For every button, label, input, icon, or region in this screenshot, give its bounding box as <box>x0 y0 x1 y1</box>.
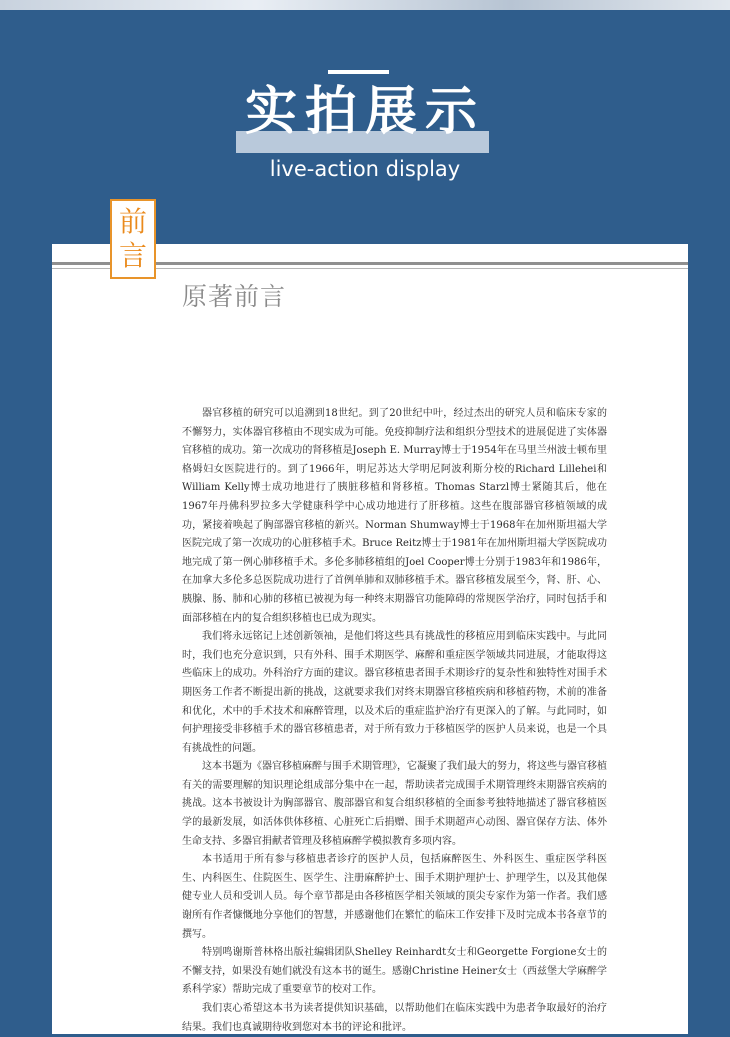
paragraph: 这本书题为《器官移植麻醉与围手术期管理》，它凝聚了我们最大的努力，将这些与器官移植有关的需要理解的知识理论组成部分集中在一起，帮助读者完成围手术期管理终末期器官疾病的挑战。这本书被设计为胸部器官、腹部器官和复合组织移植的全面参考独特地描述了器官移植医学的最新发展，如活体供体移植、心脏死亡后捐赠、围手术期超声心动图、器官保存方法、体外生命支持、多器官捐献者管理及移植麻醉学模拟教育多项内容。 <box>182 761 607 847</box>
header-dash <box>328 70 389 74</box>
paragraph: 本书适用于所有参与移植患者诊疗的医护人员，包括麻醉医生、外科医生、重症医学科医生、内科医生、住院医生、医学生、注册麻醉护士、围手术期护理护士、护理学生，以及其他保健专业人员和受训人员。每个章节都是由各移植医学相关领域的顶尖专家作为第一作者。我们感谢所有作者慷慨地分享他们的智慧，并感谢他们在繁忙的临床工作安排下及时完成本书各章节的撰写。 <box>182 854 607 940</box>
page-title: 实拍展示 <box>244 82 485 142</box>
document-body <box>182 405 607 1037</box>
paragraph: 特别鸣谢斯普林格出版社编辑团队Shelley Reinhardt女士和Georgette Forgione女士的不懈支持，如果没有她们就没有这本书的诞生。感谢Christine Heiner女士（西兹堡大学麻醉学系科学家）帮助完成了重要章节的校对工作。 <box>182 947 607 996</box>
badge-char-2: 言 <box>118 239 147 272</box>
top-decorative-strip <box>0 0 730 10</box>
section-badge <box>110 199 156 279</box>
badge-char-1: 前 <box>118 205 147 238</box>
page-subtitle: live-action display <box>269 157 461 181</box>
paragraph: 我们衷心希望这本书为读者提供知识基础，以帮助他们在临床实践中为患者争取最好的治疗结果。我们也真诚期待收到您对本书的评论和批评。 <box>182 1003 607 1033</box>
paragraph: 器官移植的研究可以追溯到18世纪。到了20世纪中叶，经过杰出的研究人员和临床专家的不懈努力，实体器官移植由不现实成为可能。免疫抑制疗法和组织分型技术的进展促进了实体器官移植的成功。第一次成功的肾移植是Joseph E. Murray博士于1954年在马里兰州波士顿布里格姆妇女医院进行的。到了1966年，明尼苏达大学明尼阿波利斯分校的Richard Lillehei和William Kelly博士成功地进行了胰脏移植和肾移植。Thomas Starzl博士紧随其后，他在1967年丹佛科罗拉多大学健康科学中心成功地进行了肝移植。这些在腹部器官移植领域的成功，紧接着唤起了胸部器官移植的新兴。Norman Shumway博士于1968年在加州斯坦福大学医院完成了第一次成功的心脏移植手术。Bruce Reitz博士于1981年在加州斯坦福大学医院成功地完成了第一例心肺移植手术。多伦多肺移植组的Joel Cooper博士分别于1983年和1986年，在加拿大多伦多总医院成功进行了首例单肺和双肺移植手术。器官移植发展至今，肾、肝、心、胰腺、肠、肺和心肺的移植已被视为每一种终末期器官功能障碍的常规医学治疗，同时包括手和面部移植在内的复合组织移植也已成为现实。 <box>182 408 607 624</box>
document-title: 原著前言 <box>182 282 287 311</box>
paragraph: 我们将永远铭记上述创新领袖，是他们将这些具有挑战性的移植应用到临床实践中。与此同时，我们也充分意识到，只有外科、围手术期医学、麻醉和重症医学领域共同进展，才能取得这些临床上的成功。外科治疗方面的建议。器官移植患者围手术期诊疗的复杂性和独特性对围手术期医务工作者不断提出新的挑战，这就要求我们对终末期器官移植疾病和移植药物，术前的准备和优化，术中的手术技术和麻醉管理，以及术后的重症监护治疗有更深入的了解。与此同时，如何护理接受非移植手术的器官移植患者，对于所有致力于移植医学的医护人员来说，也是一个具有挑战性的问题。 <box>182 631 607 754</box>
section-badge-text <box>112 205 154 273</box>
